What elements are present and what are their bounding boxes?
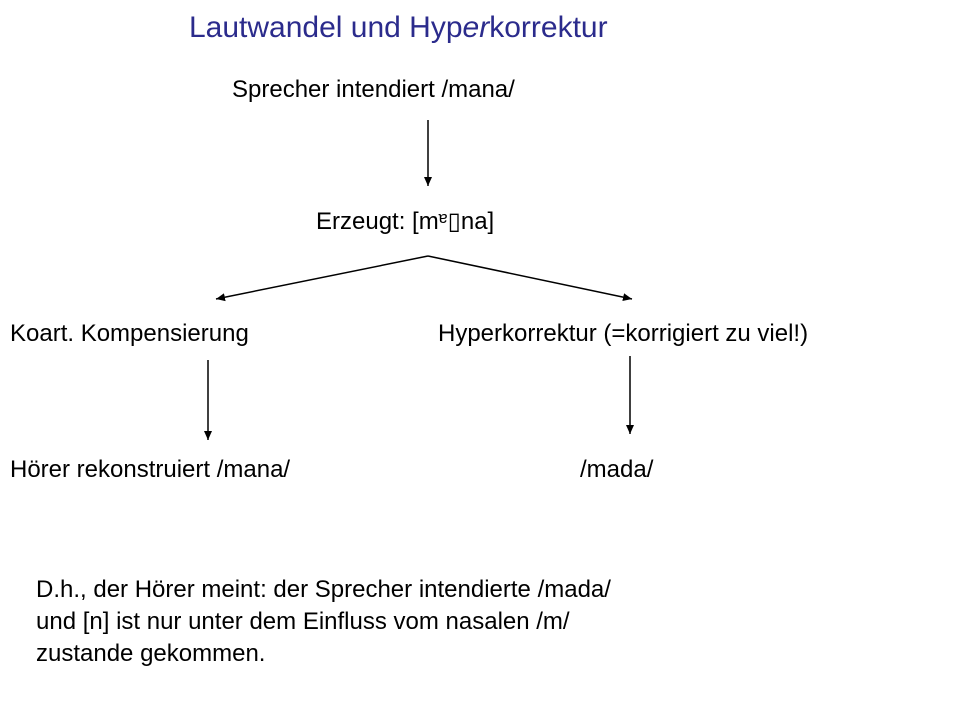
arrow-produced-to-compensation (216, 256, 428, 299)
title-part-1: Lautwandel und Hyp (189, 11, 463, 44)
conclusion-line-2: und [n] ist nur unter dem Einfluss vom nasalen /m/ (36, 608, 570, 635)
produced-node: Erzeugt: [mᵄ▯na] (316, 208, 495, 235)
hypercorrected-result-node: /mada/ (580, 456, 654, 483)
conclusion-line-3: zustande gekommen. (36, 640, 266, 667)
speaker-intends-node: Sprecher intendiert /mana/ (232, 76, 515, 103)
title-part-2: korrektur (489, 11, 608, 44)
compensation-node: Koart. Kompensierung (10, 320, 249, 347)
listener-reconstructs-node: Hörer rekonstruiert /mana/ (10, 456, 291, 483)
conclusion-line-1: D.h., der Hörer meint: der Sprecher intendierte /mada/ (36, 576, 611, 603)
arrow-produced-to-hypercorrection (428, 256, 632, 299)
title-emphasis: er (462, 11, 490, 44)
hypercorrection-node: Hyperkorrektur (=korrigiert zu viel!) (438, 320, 809, 347)
